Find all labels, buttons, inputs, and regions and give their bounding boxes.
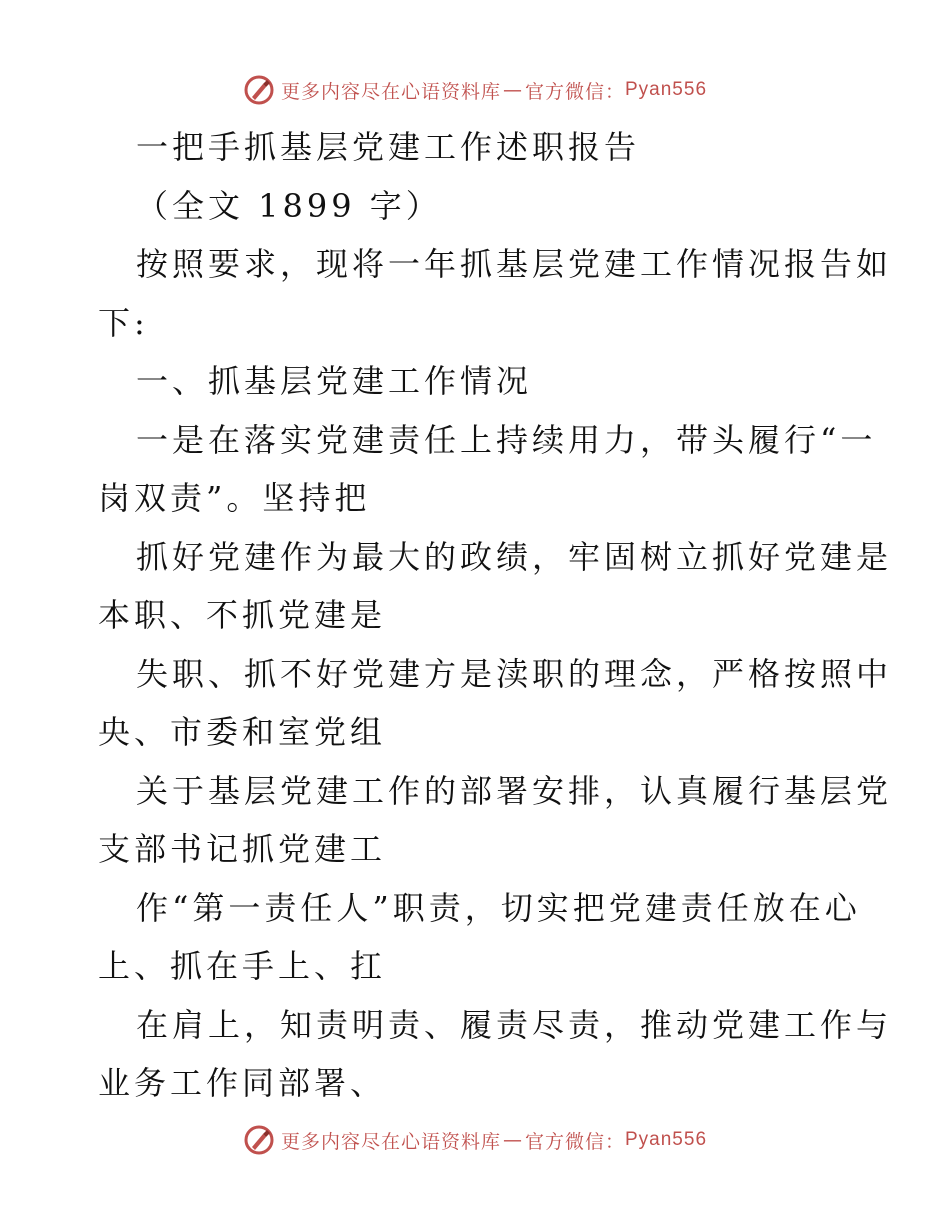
paragraph-line: 关于基层党建工作的部署安排，认真履行基层党 <box>136 771 893 810</box>
paragraph-line: 本职、不抓党建是 <box>98 596 387 634</box>
banner-account: Pyan556 <box>625 79 708 100</box>
paragraph-line: 抓好党建作为最大的政绩，牢固树立抓好党建是 <box>136 537 893 576</box>
paragraph-line: 岗双责”。坚持把 <box>98 479 371 517</box>
banner-dash: — <box>502 1129 523 1151</box>
word-count-note: （全文 1899 字） <box>136 186 442 225</box>
paragraph-line: 失职、抓不好党建方是渎职的理念，严格按照中 <box>136 654 893 693</box>
paragraph-line: 业务工作同部署、 <box>98 1064 387 1102</box>
banner-account: Pyan556 <box>625 1129 708 1150</box>
paragraph-line: 支部书记抓党建工 <box>98 830 387 868</box>
banner-lead-text: 更多内容尽在心语资料库 <box>280 80 501 103</box>
footer-banner <box>0 1120 950 1160</box>
paragraph-line: 央、市委和室党组 <box>98 713 387 751</box>
banner-lead-text: 更多内容尽在心语资料库 <box>280 1130 501 1153</box>
document-title: 一把手抓基层党建工作述职报告 <box>136 128 641 166</box>
banner-wechat-label: 官方微信： <box>524 80 625 103</box>
section-heading: 一、抓基层党建工作情况 <box>136 362 533 400</box>
paragraph-line: 按照要求，现将一年抓基层党建工作情况报告如 <box>136 245 893 283</box>
paragraph-line: 一是在落实党建责任上持续用力，带头履行“一 <box>136 420 877 459</box>
pen-circle-logo-icon <box>243 74 275 106</box>
paragraph-line: 下: <box>98 303 149 342</box>
banner-dash: — <box>502 79 523 101</box>
paragraph-line: 在肩上，知责明责、履责尽责，推动党建工作与 <box>136 1005 893 1044</box>
document-body <box>98 118 893 1113</box>
header-banner <box>0 70 950 110</box>
paragraph-line: 作“第一责任人”职责，切实把党建责任放在心 <box>136 888 861 927</box>
pen-circle-logo-icon <box>243 1124 275 1156</box>
banner-wechat-label: 官方微信： <box>524 1130 625 1153</box>
paragraph-line: 上、抓在手上、扛 <box>98 947 387 985</box>
